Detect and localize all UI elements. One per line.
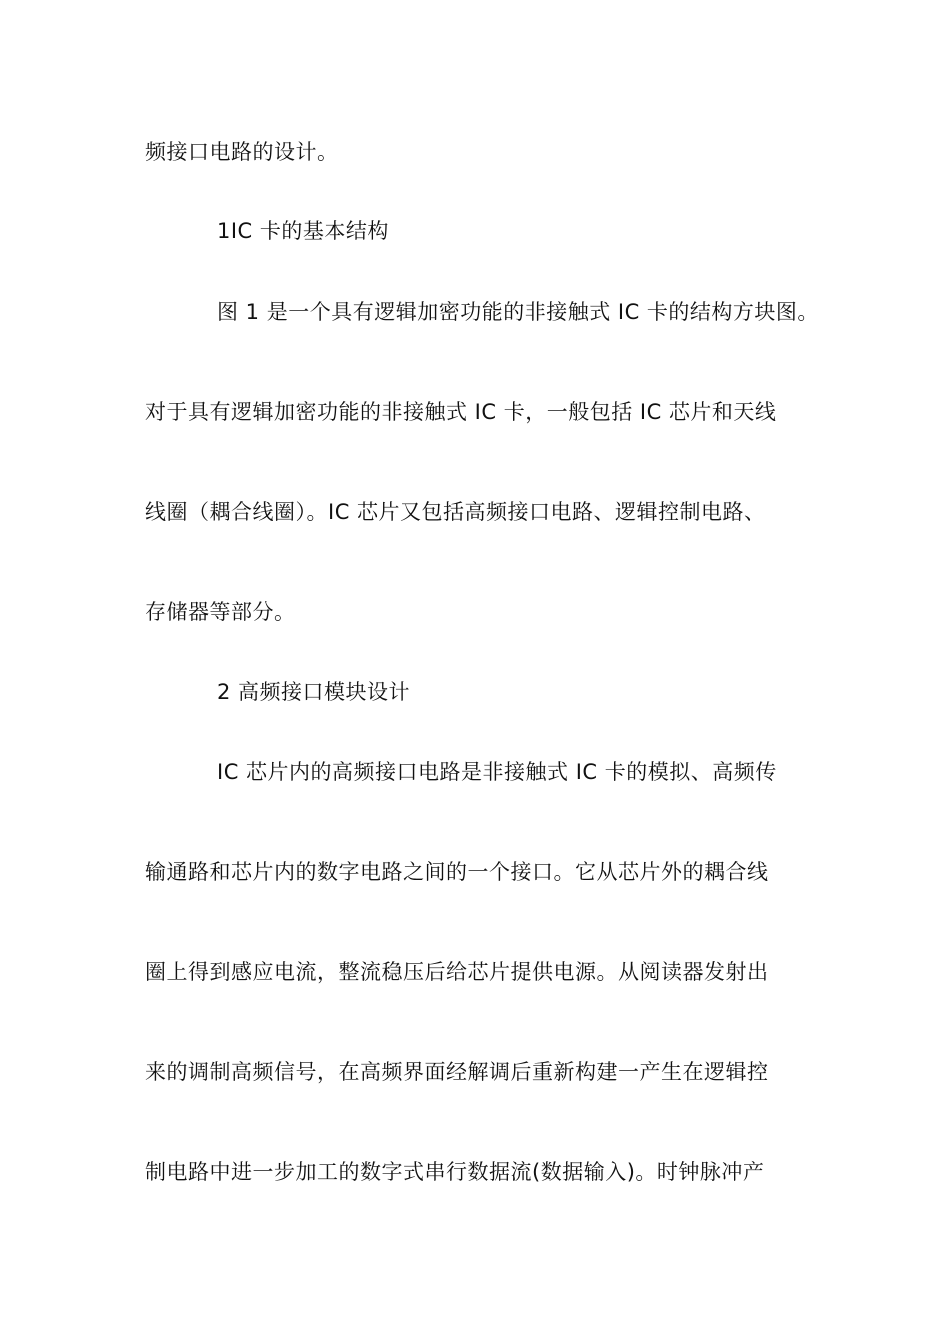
paragraph-line: 对于具有逻辑加密功能的非接触式 IC 卡，一般包括 IC 芯片和天线	[145, 400, 777, 424]
paragraph-line: 制电路中进一步加工的数字式串行数据流(数据输入)。时钟脉冲产	[145, 1160, 765, 1184]
paragraph-line: 存储器等部分。	[145, 600, 296, 624]
paragraph-line: 图 1 是一个具有逻辑加密功能的非接触式 IC 卡的结构方块图。	[217, 300, 819, 324]
paragraph-line: 来的调制高频信号，在高频界面经解调后重新构建一产生在逻辑控	[145, 1060, 769, 1084]
section-heading: 2 高频接口模块设计	[217, 680, 411, 704]
paragraph-line: 输通路和芯片内的数字电路之间的一个接口。它从芯片外的耦合线	[145, 860, 769, 884]
paragraph-line: IC 芯片内的高频接口电路是非接触式 IC 卡的模拟、高频传	[217, 760, 777, 784]
section-heading: 1IC 卡的基本结构	[217, 219, 389, 243]
paragraph-line: 频接口电路的设计。	[145, 140, 339, 164]
paragraph-line: 圈上得到感应电流，整流稳压后给芯片提供电源。从阅读器发射出	[145, 960, 769, 984]
paragraph-line: 线圈（耦合线圈）。IC 芯片又包括高频接口电路、逻辑控制电路、	[145, 500, 766, 524]
